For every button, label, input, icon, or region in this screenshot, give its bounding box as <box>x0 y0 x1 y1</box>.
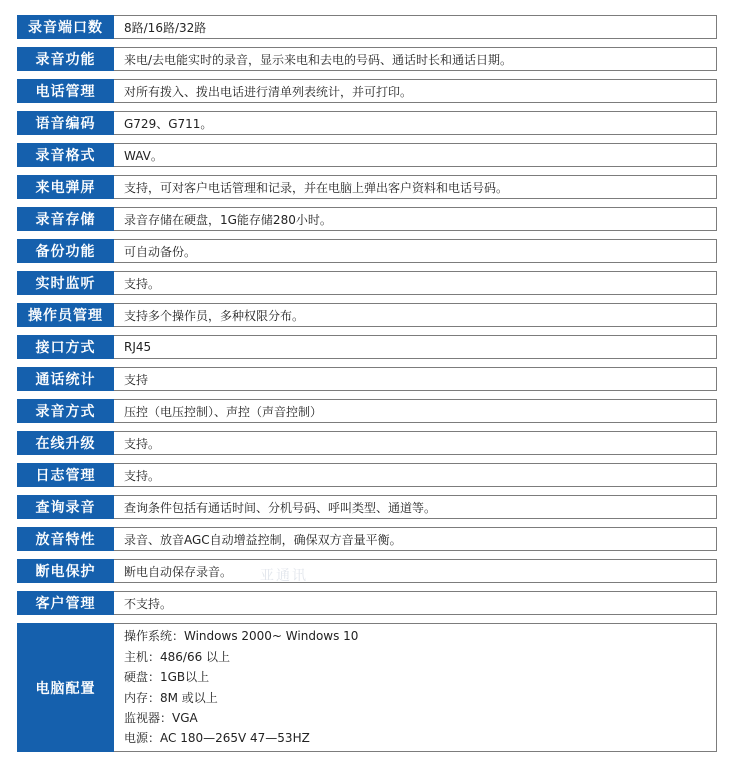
spec-row-playback <box>17 527 717 551</box>
spec-row-customer-management <box>17 591 717 615</box>
spec-value: 断电自动保存录音。 <box>114 559 717 583</box>
spec-row-phone-management <box>17 79 717 103</box>
spec-row-recording-mode <box>17 399 717 423</box>
spec-label: 录音端口数 <box>17 15 114 39</box>
spec-label: 录音功能 <box>17 47 114 71</box>
spec-label: 通话统计 <box>17 367 114 391</box>
pc-config-disk: 硬盘：1GB以上 <box>124 670 210 685</box>
spec-label: 查询录音 <box>17 495 114 519</box>
watermark: 亚通讯 <box>260 568 308 584</box>
spec-label: 客户管理 <box>17 591 114 615</box>
spec-label: 在线升级 <box>17 431 114 455</box>
spec-label: 来电弹屏 <box>17 175 114 199</box>
spec-row-interface <box>17 335 717 359</box>
spec-row-caller-popup <box>17 175 717 199</box>
spec-value: 录音、放音AGC自动增益控制，确保双方音量平衡。 <box>114 527 717 551</box>
spec-label: 接口方式 <box>17 335 114 359</box>
pc-config-os: 操作系统：Windows 2000~ Windows 10 <box>124 629 359 644</box>
spec-label: 录音格式 <box>17 143 114 167</box>
spec-row-query <box>17 495 717 519</box>
spec-label: 录音方式 <box>17 399 114 423</box>
spec-label: 录音存储 <box>17 207 114 231</box>
spec-label: 电脑配置 <box>17 623 114 752</box>
spec-value: 支持 <box>114 367 717 391</box>
pc-config-power: 电源：AC 180—265V 47—53HZ <box>124 731 310 746</box>
spec-value: 支持。 <box>114 431 717 455</box>
spec-row-power-protection <box>17 559 717 583</box>
spec-row-recording-function <box>17 47 717 71</box>
spec-row-call-stats <box>17 367 717 391</box>
spec-value: 查询条件包括有通话时间、分机号码、呼叫类型、通道等。 <box>114 495 717 519</box>
spec-row-storage <box>17 207 717 231</box>
spec-value: 支持。 <box>114 271 717 295</box>
spec-label: 备份功能 <box>17 239 114 263</box>
pc-config-monitor: 监视器：VGA <box>124 710 198 725</box>
spec-label: 日志管理 <box>17 463 114 487</box>
spec-row-live-monitor <box>17 271 717 295</box>
spec-label: 操作员管理 <box>17 303 114 327</box>
spec-value: RJ45 <box>114 335 717 359</box>
spec-label: 实时监听 <box>17 271 114 295</box>
spec-row-log-management <box>17 463 717 487</box>
spec-label: 放音特性 <box>17 527 114 551</box>
spec-label: 电话管理 <box>17 79 114 103</box>
spec-row-format <box>17 143 717 167</box>
spec-row-pc-config <box>17 623 717 752</box>
pc-config-list <box>114 623 717 752</box>
spec-value: G729、G711。 <box>114 111 717 135</box>
spec-value: 支持多个操作员，多种权限分布。 <box>114 303 717 327</box>
spec-value: 支持，可对客户电话管理和记录，并在电脑上弹出客户资料和电话号码。 <box>114 175 717 199</box>
spec-row-ports <box>17 15 717 39</box>
spec-row-backup <box>17 239 717 263</box>
spec-table <box>17 15 717 752</box>
spec-value: WAV。 <box>114 143 717 167</box>
spec-value: 支持。 <box>114 463 717 487</box>
spec-value: 来电/去电能实时的录音，显示来电和去电的号码、通话时长和通话日期。 <box>114 47 717 71</box>
pc-config-host: 主机：486/66 以上 <box>124 649 231 664</box>
spec-value: 对所有拨入、拨出电话进行清单列表统计，并可打印。 <box>114 79 717 103</box>
spec-label: 断电保护 <box>17 559 114 583</box>
spec-row-operators <box>17 303 717 327</box>
spec-value: 8路/16路/32路 <box>114 15 717 39</box>
spec-value: 压控（电压控制）、声控（声音控制） <box>114 399 717 423</box>
spec-label: 语音编码 <box>17 111 114 135</box>
spec-value: 可自动备份。 <box>114 239 717 263</box>
spec-row-voice-codec <box>17 111 717 135</box>
spec-row-online-upgrade <box>17 431 717 455</box>
pc-config-memory: 内存：8M 或以上 <box>124 690 218 705</box>
spec-value: 录音存储在硬盘，1G能存储280小时。 <box>114 207 717 231</box>
spec-value: 不支持。 <box>114 591 717 615</box>
